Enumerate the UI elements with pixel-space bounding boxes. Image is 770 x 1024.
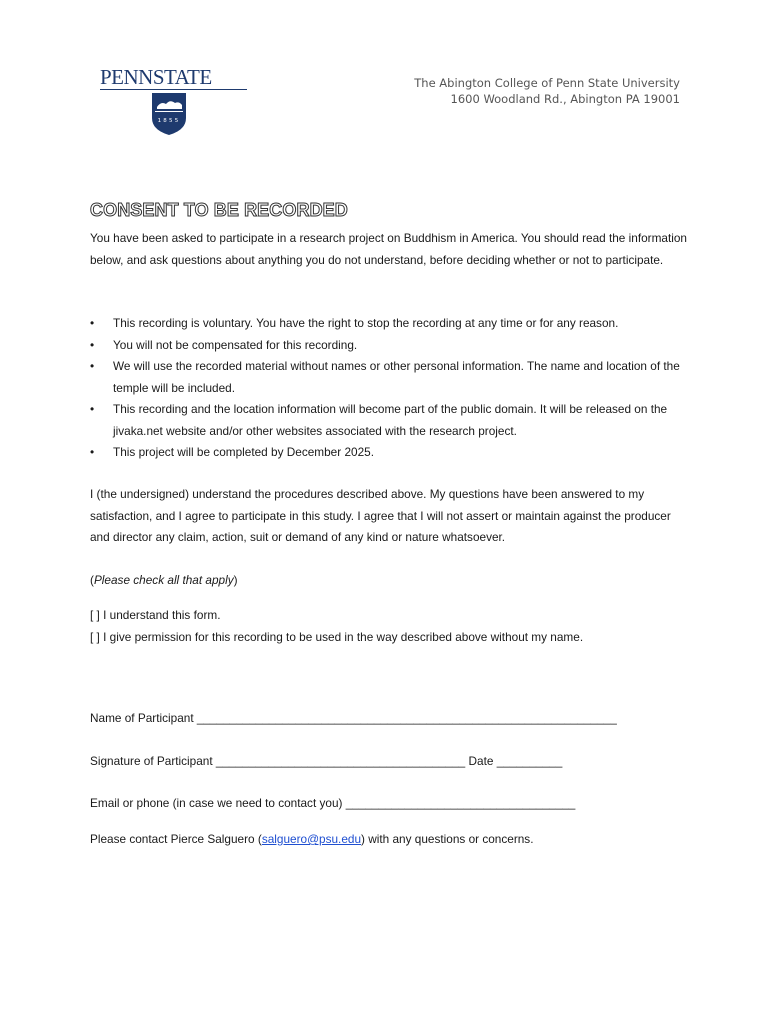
logo-wordmark: PENNSTATE [100, 65, 212, 89]
checkbox-list [90, 605, 583, 648]
check-instructions-text: Please check all that apply [93, 573, 234, 587]
checkbox-permission[interactable]: [ ] I give permission for this recording to be used in the way described above without my name. [90, 629, 584, 644]
contact-line [90, 831, 533, 847]
contact-text-after: ) with any questions or concerns. [361, 832, 534, 846]
logo-underline [100, 89, 247, 90]
intro-paragraph: You have been asked to participate in a research project on Buddhism in America. You should read the information below, and ask questions about anything you do not understand, before deciding whether or not to participate. [90, 231, 687, 267]
shield-icon [151, 92, 187, 136]
contact-text-before: Please contact Pierce Salguero ( [90, 832, 262, 846]
check-instructions: (Please check all that apply) [90, 573, 238, 587]
document-title: CONSENT TO BE RECORDED [90, 200, 348, 220]
agreement-statement: I (the undersigned) understand the procedures described above. My questions have been answered to my satisfaction, and I agree to participate in this study. I agree that I will not assert or maintain against the producer and director any claim, action, suit or demand of any kind or nature whatsoever. [90, 487, 671, 544]
contact-email-link[interactable]: salguero@psu.edu [261, 832, 362, 846]
shield-year: 1855 [157, 118, 181, 124]
address-line-2: 1600 Woodland Rd., Abington PA 19001 [450, 92, 680, 106]
list-item: • This project will be completed by December 2025. [90, 442, 690, 464]
participant-signature-field[interactable]: Signature of Participant ______________________________________ Date __________ [90, 754, 563, 768]
college-address [414, 75, 680, 107]
list-item: • This recording and the location information will become part of the public domain. It will be released on the jivaka.net website and/or other websites associated with the research project. [90, 399, 690, 442]
pennstate-logo [100, 66, 250, 138]
checkbox-understand-form[interactable]: [ ] I understand this form. [90, 608, 221, 622]
list-item: • We will use the recorded material without names or other personal information. The name and location of the temple will be included. [90, 356, 690, 399]
contact-email-phone-field[interactable]: Email or phone (in case we need to contact you) ___________________________________ [90, 796, 576, 810]
participant-name-field[interactable]: Name of Participant ________________________________________________________________ [90, 711, 617, 725]
list-item: • You will not be compensated for this recording. [90, 335, 690, 357]
consent-terms-list [90, 313, 690, 464]
list-item: • This recording is voluntary. You have the right to stop the recording at any time or for any reason. [90, 313, 690, 335]
address-line-1: The Abington College of Penn State University [414, 76, 680, 90]
